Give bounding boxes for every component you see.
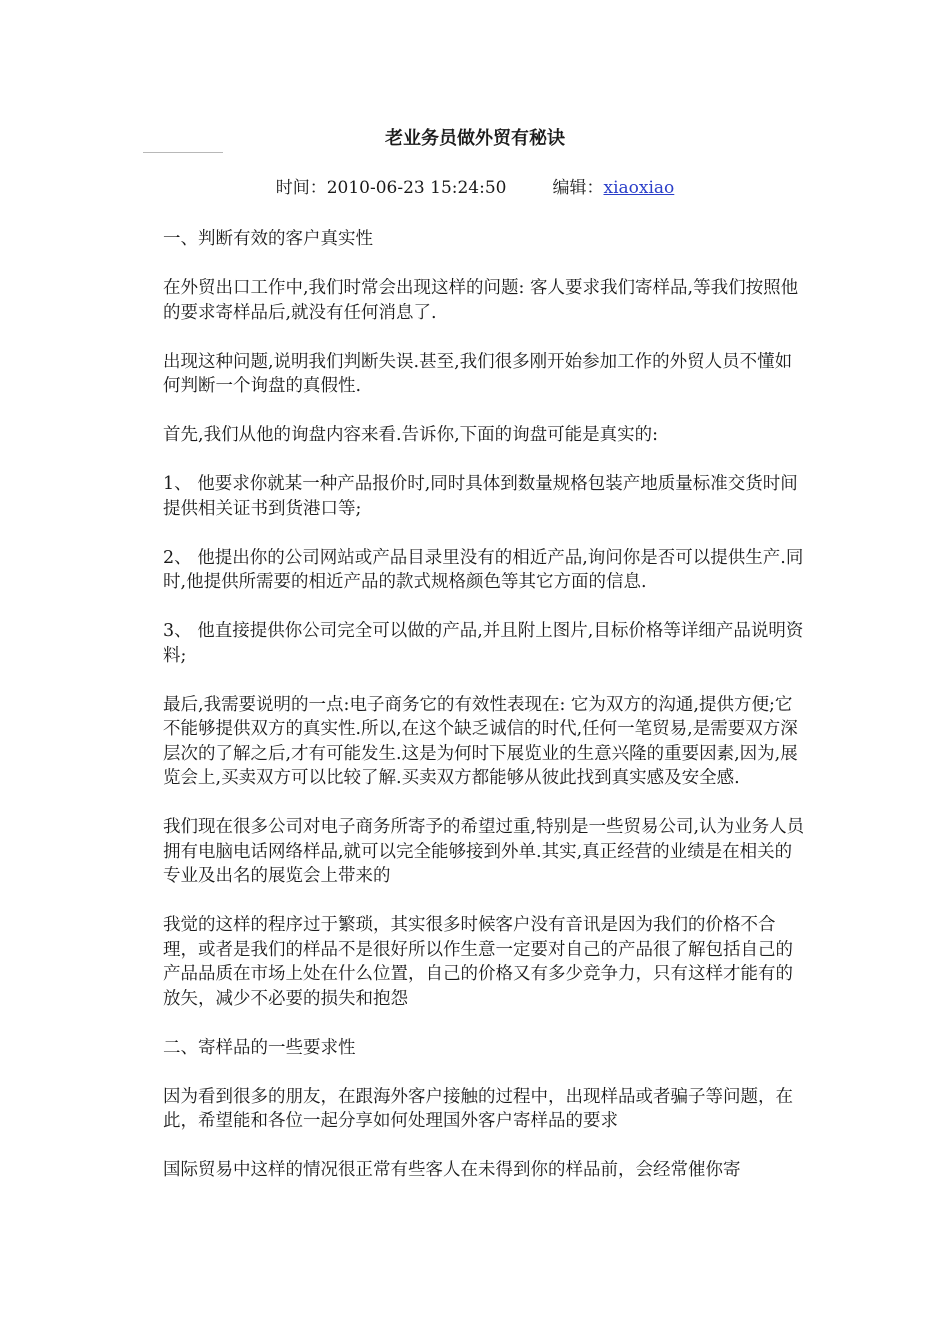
list-item: 2、 他提出你的公司网站或产品目录里没有的相近产品,询问你是否可以提供生产.同时,他提供所需要的相近产品的款式规格颜色等其它方面的信息. bbox=[163, 547, 804, 592]
decorative-rule bbox=[143, 152, 223, 153]
page-title: 老业务员做外贸有秘诀 bbox=[385, 128, 565, 149]
time-value: 2010-06-23 15:24:50 bbox=[326, 178, 507, 198]
editor-link[interactable]: xiaoxiao bbox=[603, 178, 675, 198]
paragraph: 我觉的这样的程序过于繁琐，其实很多时候客户没有音讯是因为我们的价格不合理，或者是我们的样品不是很好所以作生意一定要对自己的产品很了解包括自己的产品品质在市场上处在什么位置，自己的价格又有多少竞争力，只有这样才能有的放矢，减少不必要的损失和抱怨 bbox=[163, 915, 793, 1009]
paragraph: 因为看到很多的朋友，在跟海外客户接触的过程中，出现样品或者骗子等问题，在此，希望能和各位一起分享如何处理国外客户寄样品的要求 bbox=[163, 1086, 793, 1131]
section-heading: 一、判断有效的客户真实性 bbox=[163, 229, 373, 249]
paragraph: 出现这种问题,说明我们判断失误.甚至,我们很多刚开始参加工作的外贸人员不懂如何判断一个询盘的真假性. bbox=[163, 351, 793, 396]
paragraph: 我们现在很多公司对电子商务所寄予的希望过重,特别是一些贸易公司,认为业务人员拥有电脑电话网络样品,就可以完全能够接到外单.其实,真正经营的业绩是在相关的专业及出名的展览会上带来的 bbox=[163, 817, 805, 886]
editor-label: 编辑： bbox=[552, 178, 604, 198]
article-body bbox=[163, 227, 808, 1207]
list-item: 3、 他直接提供你公司完全可以做的产品,并且附上图片,目标价格等详细产品说明资料; bbox=[163, 621, 804, 666]
paragraph: 最后,我需要说明的一点:电子商务它的有效性表现在: 它为双方的沟通,提供方便;它不能够提供双方的真实性.所以,在这个缺乏诚信的时代,任何一笔贸易,是需要双方深层次的了解之后,才有可能发生.这是为何时下展览业的生意兴隆的重要因素,因为,展览会上,买卖双方可以比较了解.买卖双方都能够从彼此找到真实感及安全感. bbox=[163, 694, 798, 788]
paragraph: 国际贸易中这样的情况很正常有些客人在未得到你的样品前，会经常催你寄 bbox=[163, 1160, 741, 1180]
article-meta bbox=[0, 176, 950, 200]
list-item: 1、 他要求你就某一种产品报价时,同时具体到数量规格包装产地质量标准交货时间提供相关证书到货港口等; bbox=[163, 474, 798, 519]
paragraph: 在外贸出口工作中,我们时常会出现这样的问题: 客人要求我们寄样品,等我们按照他的要求寄样品后,就没有任何消息了. bbox=[163, 278, 799, 323]
section-heading: 二、寄样品的一些要求性 bbox=[163, 1037, 356, 1058]
time-label: 时间： bbox=[275, 178, 327, 198]
paragraph: 首先,我们从他的询盘内容来看.告诉你,下面的询盘可能是真实的: bbox=[163, 425, 659, 445]
